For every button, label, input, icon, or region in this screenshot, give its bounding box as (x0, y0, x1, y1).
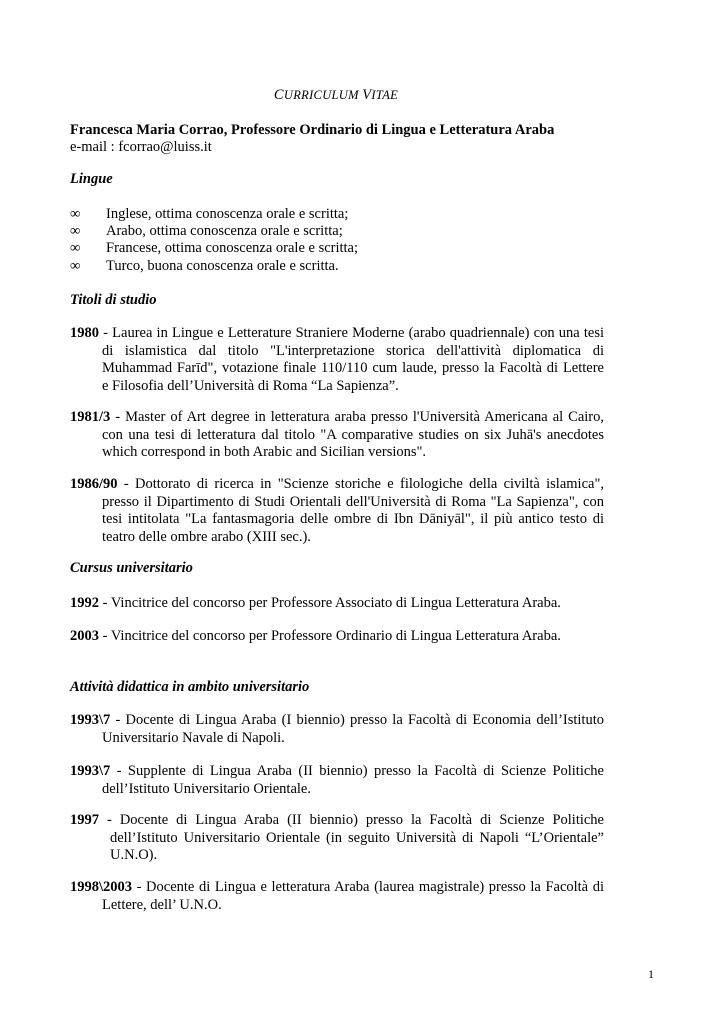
section-heading-lingue: Lingue (70, 171, 113, 187)
section-heading-cursus: Cursus universitario (70, 560, 193, 576)
page-number: 1 (648, 967, 654, 981)
infinity-bullet-icon: ∞ (70, 258, 81, 274)
author-email: e-mail : fcorrao@luiss.it (70, 139, 212, 155)
degree-entry-1981: 1981/3 - Master of Art degree in letteratura araba presso l'Università Americana al Cairo, con una tesi di letteratura dal titolo "A comparative studies on six Juhā's anecdotes which correspond in both Arabic and Sicilian versions". (70, 409, 604, 460)
list-item: ∞ Francese, ottima conoscenza orale e scritta; (70, 240, 359, 256)
infinity-bullet-icon: ∞ (70, 223, 81, 239)
list-item: ∞ Turco, buona conoscenza orale e scritta. (70, 258, 339, 274)
list-item: ∞ Arabo, ottima conoscenza orale e scritta; (70, 223, 343, 239)
section-heading-attivita: Attività didattica in ambito universitario (70, 679, 310, 695)
career-entry-2003: 2003 - Vincitrice del concorso per Professore Ordinario di Lingua Letteratura Araba. (70, 628, 561, 644)
degree-entry-1980: 1980 - Laurea in Lingue e Letterature Straniere Moderne (arabo quadriennale) con una tesi di islamistica dal titolo "L'interpretazione storica dell'attività diplomatica di Muhammad Farīd", votazione finale 110/110 cum laude, presso la Facoltà di Lettere e Filosofia dell’Università di Roma “La Sapienza”. (70, 325, 604, 394)
teaching-entry-1993-a: 1993\7 - Docente di Lingua Araba (I biennio) presso la Facoltà di Economia dell’Istituto Universitario Navale di Napoli. (70, 712, 604, 746)
section-heading-titoli: Titoli di studio (70, 292, 157, 308)
degree-entry-1986: 1986/90 - Dottorato di ricerca in "Scienze storiche e filologiche della civiltà islamica", presso il Dipartimento di Studi Orientali dell'Università di Roma "La Sapienza", con tesi intitolata "La fantasmagoria delle ombre di Ibn Dāniyāl", il più antico testo di teatro delle ombre arabo (XIII sec.). (70, 476, 604, 545)
teaching-entry-1997: 1997 - Docente di Lingua Araba (II biennio) presso la Facoltà di Scienze Politiche dell’Istituto Universitario Orientale (in seguito Università di Napoli “L’Orientale” U.N.O). (70, 812, 604, 863)
author-name: Francesca Maria Corrao, Professore Ordinario di Lingua e Letteratura Araba (70, 122, 555, 138)
document-title: CURRICULUM VITAE (273, 87, 399, 103)
infinity-bullet-icon: ∞ (70, 206, 81, 222)
career-entry-1992: 1992 - Vincitrice del concorso per Professore Associato di Lingua Letteratura Araba. (70, 595, 561, 611)
list-item: ∞ Inglese, ottima conoscenza orale e scritta; (70, 206, 349, 222)
teaching-entry-1993-b: 1993\7 - Supplente di Lingua Araba (II biennio) presso la Facoltà di Scienze Politiche dell’Istituto Universitario Orientale. (70, 763, 604, 797)
infinity-bullet-icon: ∞ (70, 240, 81, 256)
teaching-entry-1998: 1998\2003 - Docente di Lingua e letteratura Araba (laurea magistrale) presso la Facoltà di Lettere, dell’ U.N.O. (70, 879, 604, 913)
